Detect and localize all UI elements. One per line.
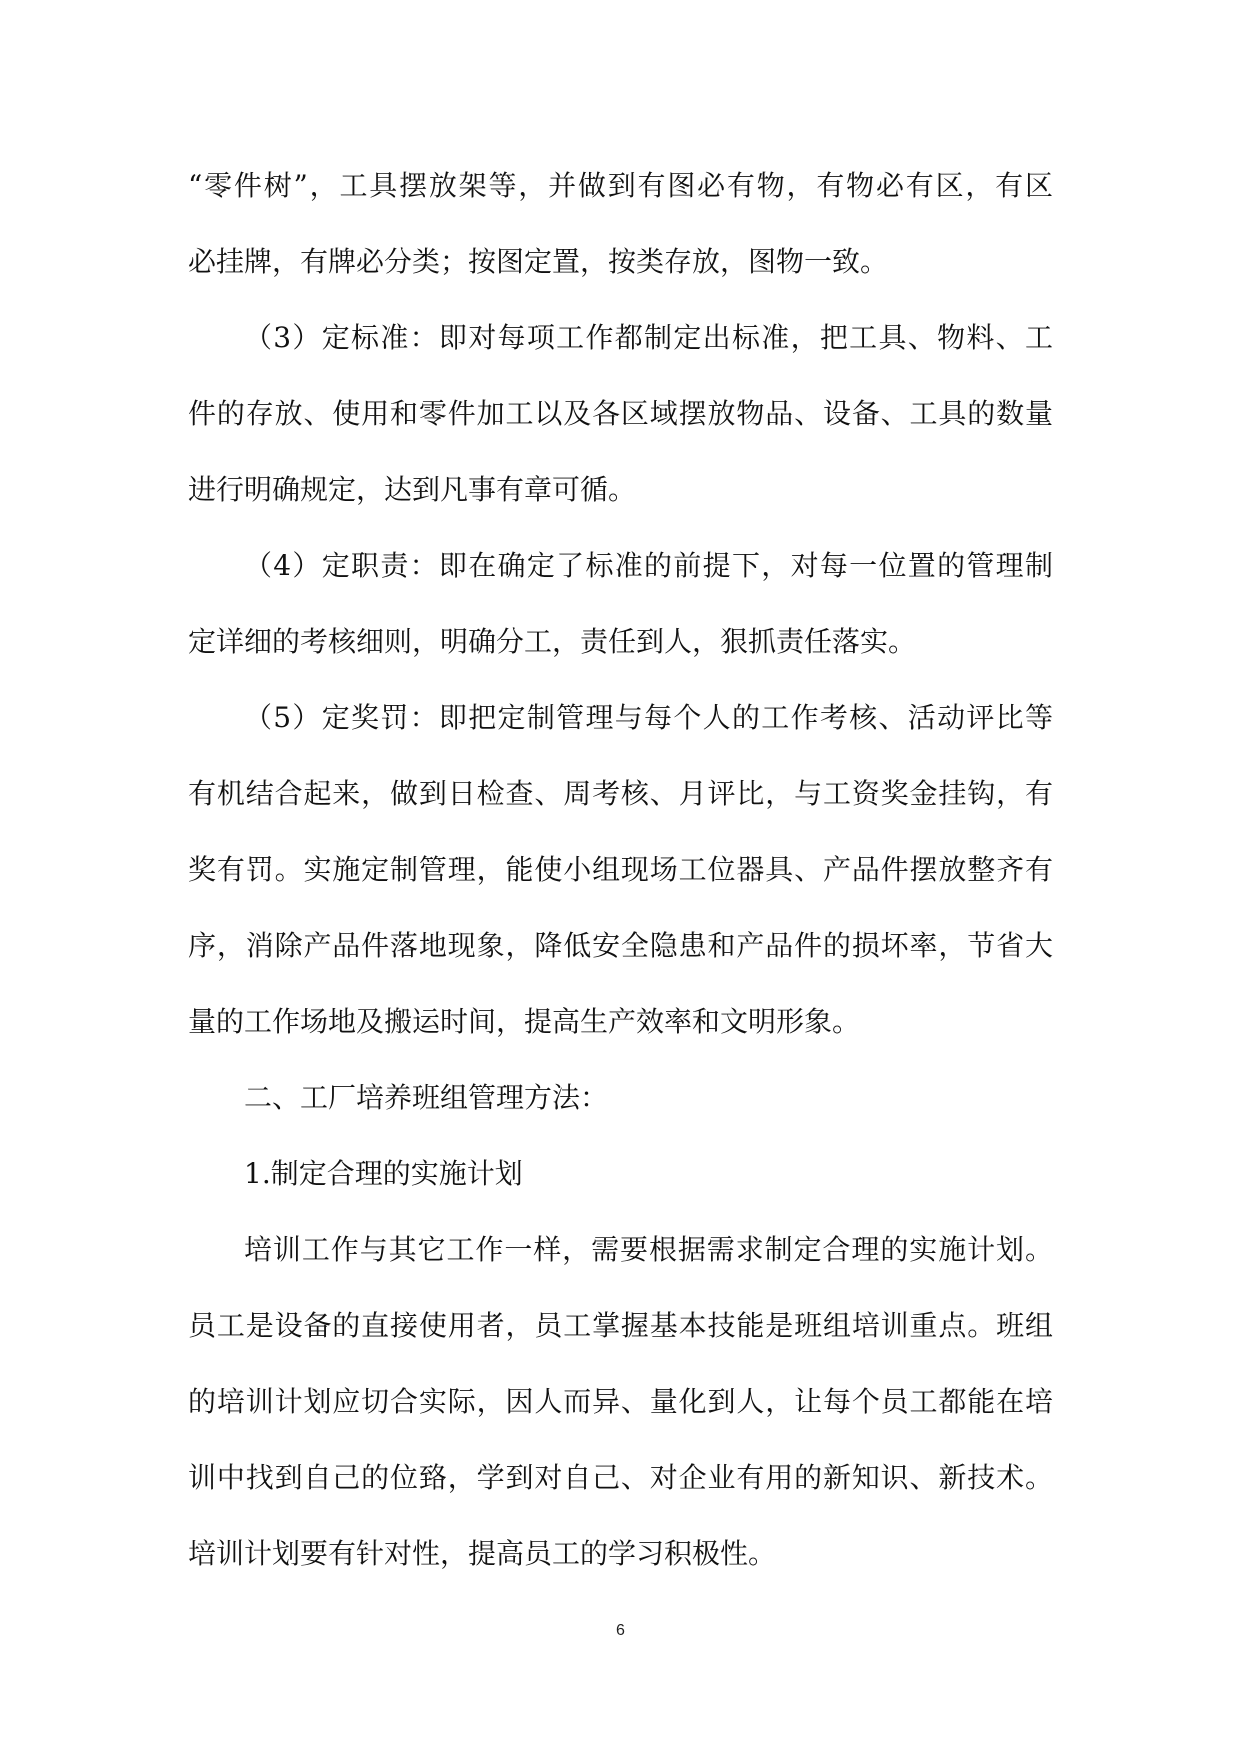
text-line: 的培训计划应切合实际，因人而异、量化到人，让每个员工都能在培 [188,1385,1053,1418]
subsection-heading: 1.制定合理的实施计划 [244,1157,523,1190]
text-line: 进行明确规定，达到凡事有章可循。 [188,473,637,506]
paragraph-first-line: （4）定职责：即在确定了标准的前提下，对每一位置的管理制 [244,549,1053,582]
section-heading: 二、工厂培养班组管理方法： [244,1081,609,1114]
paragraph-first-line: （3）定标准：即对每项工作都制定出标准，把工具、物料、工 [244,321,1053,354]
text-line: 奖有罚。实施定制管理，能使小组现场工位器具、产品件摆放整齐有 [188,853,1053,886]
paragraph-first-line: （5）定奖罚：即把定制管理与每个人的工作考核、活动评比等 [244,701,1053,734]
text-line: 有机结合起来，做到日检查、周考核、月评比，与工资奖金挂钩，有 [188,777,1053,810]
text-line: “零件树”，工具摆放架等，并做到有图必有物，有物必有区，有区 [188,169,1053,202]
text-line: 定详细的考核细则，明确分工，责任到人，狠抓责任落实。 [188,625,917,658]
paragraph-first-line: 培训工作与其它工作一样，需要根据需求制定合理的实施计划。 [244,1233,1053,1266]
text-line: 必挂牌，有牌必分类；按图定置，按类存放，图物一致。 [188,245,889,278]
text-line: 员工是设备的直接使用者，员工掌握基本技能是班组培训重点。班组 [188,1309,1053,1342]
text-line: 训中找到自己的位臵，学到对自己、对企业有用的新知识、新技术。 [188,1461,1053,1494]
text-line: 序，消除产品件落地现象，降低安全隐患和产品件的损坏率，节省大 [188,929,1053,962]
text-line: 培训计划要有针对性，提高员工的学习积极性。 [188,1537,777,1570]
text-line: 量的工作场地及搬运时间，提高生产效率和文明形象。 [188,1005,861,1038]
page-number: 6 [616,1622,625,1639]
document-body [188,148,1053,1592]
text-line: 件的存放、使用和零件加工以及各区域摆放物品、设备、工具的数量 [188,397,1053,430]
